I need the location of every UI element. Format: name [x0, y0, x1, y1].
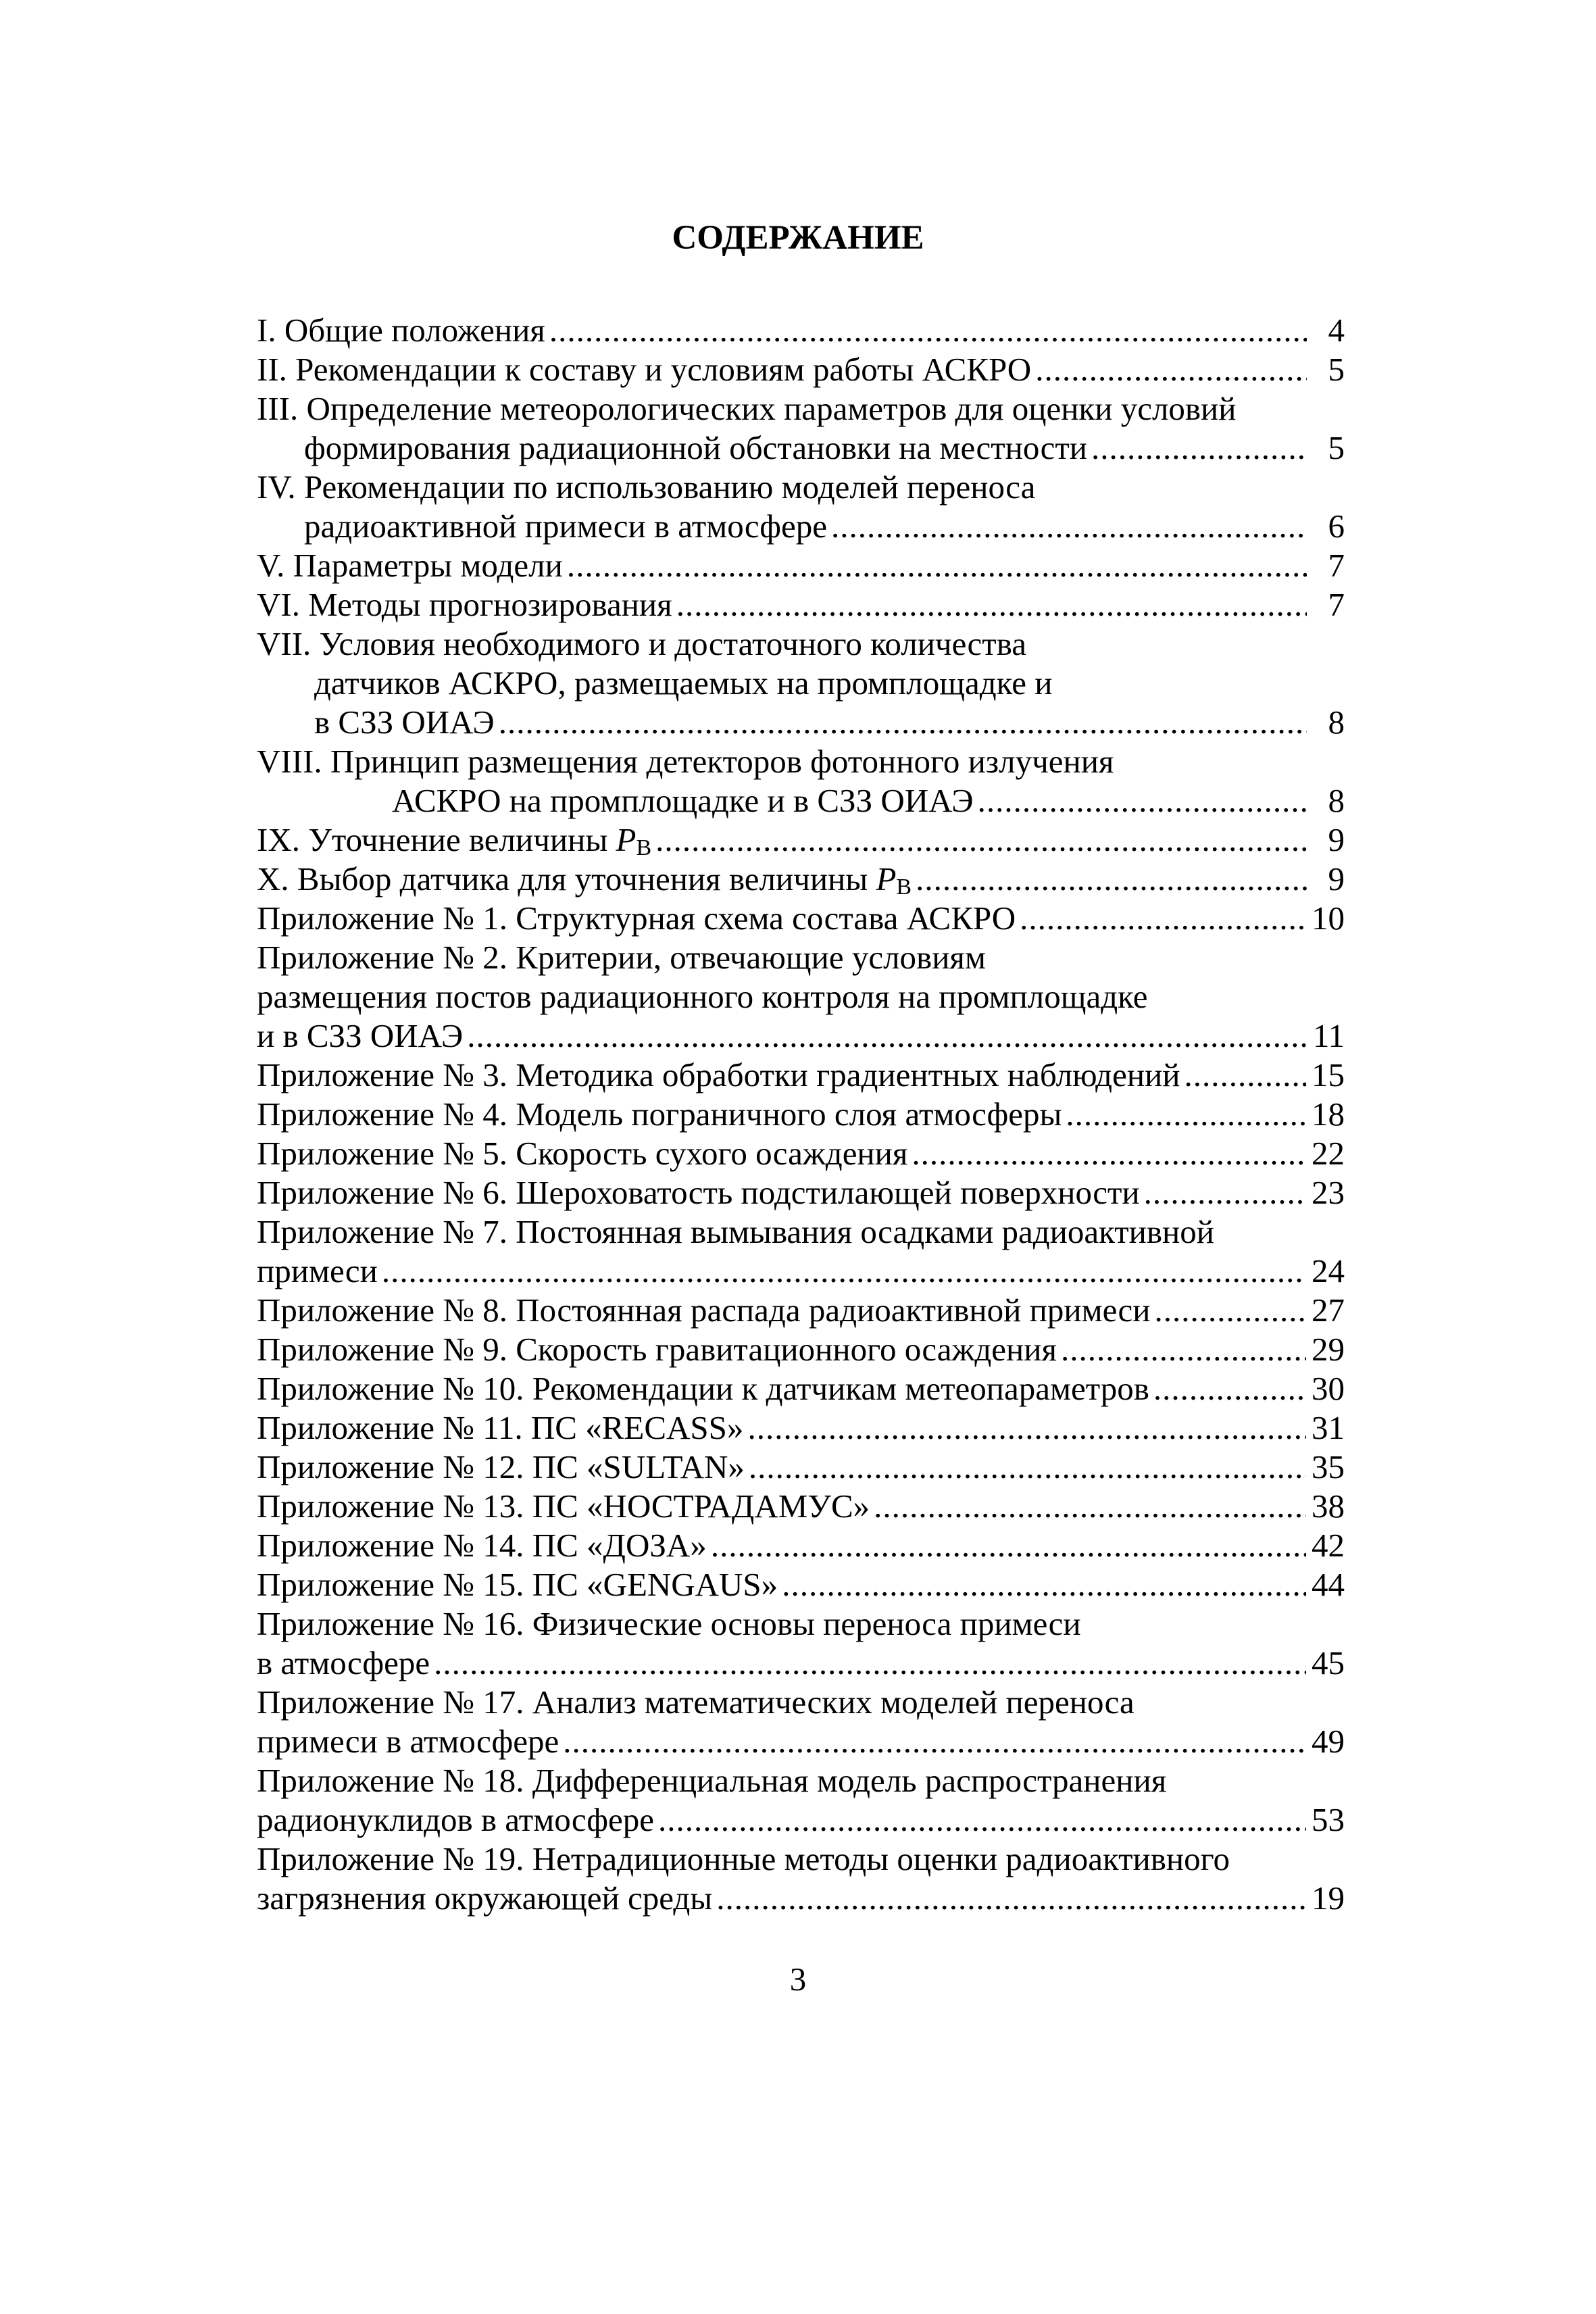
toc-entry-page: 19 — [1312, 1879, 1345, 1917]
toc-entry — [257, 311, 1345, 350]
dot-leader — [658, 1800, 1306, 1840]
dot-leader — [499, 703, 1307, 742]
toc-entry — [257, 1330, 1345, 1369]
page-title: СОДЕРЖАНИЕ — [672, 219, 924, 257]
toc-entry — [257, 1173, 1345, 1212]
toc-entry — [257, 585, 1345, 624]
toc-entry — [257, 1095, 1345, 1134]
toc-entry-page: 45 — [1312, 1644, 1345, 1681]
toc-entry-page: 49 — [1312, 1723, 1345, 1760]
toc-entry-title: загрязнения окружающей среды — [257, 1879, 713, 1917]
toc-entry-line: Приложение № 7. Постоянная вымывания осадками радиоактивной — [257, 1213, 1214, 1250]
toc-entry-line: Приложение № 2. Критерии, отвечающие условиям — [257, 939, 986, 976]
toc-entry-title: формирования радиационной обстановки на местности — [304, 429, 1087, 466]
dot-leader — [549, 311, 1307, 350]
dot-leader — [747, 1408, 1306, 1448]
toc-entry-line: датчиков АСКРО, размещаемых на промплощадке и — [314, 664, 1053, 701]
dot-leader — [912, 1134, 1306, 1173]
symbol-subscript: В — [896, 875, 912, 900]
toc-entry-title: Приложение № 5. Скорость сухого осаждения — [257, 1135, 908, 1172]
dot-leader — [1184, 1056, 1306, 1095]
toc-entry-line: Приложение № 17. Анализ математических моделей переноса — [257, 1683, 1134, 1721]
toc-entry-page: 24 — [1312, 1252, 1345, 1289]
toc-entry — [257, 1408, 1345, 1448]
toc-entry-line: Приложение № 19. Нетрадиционные методы оценки радиоактивного — [257, 1840, 1230, 1877]
toc-entry-title: в атмосфере — [257, 1644, 430, 1681]
dot-leader — [676, 585, 1307, 624]
page-number: 3 — [789, 1961, 807, 1998]
toc-entry-title: VI. Методы прогнозирования — [257, 586, 672, 623]
toc-entry-title: примеси в атмосфере — [257, 1723, 559, 1760]
toc-entry-page: 35 — [1312, 1448, 1345, 1485]
toc-entry-title: АСКРО на промплощадке и в СЗЗ ОИАЭ — [392, 782, 974, 819]
toc-entry-line: VII. Условия необходимого и достаточного количества — [257, 625, 1026, 662]
toc-entry-title: V. Параметры модели — [257, 547, 563, 584]
dot-leader — [978, 781, 1307, 820]
dot-leader — [782, 1565, 1306, 1604]
toc-entry-page: 5 — [1328, 429, 1345, 466]
toc-entry — [257, 1056, 1345, 1095]
toc-entry-page: 27 — [1312, 1291, 1345, 1329]
toc-entry — [257, 781, 1345, 820]
toc-entry-title: II. Рекомендации к составу и условиям работы АСКРО — [257, 351, 1032, 388]
toc-entry-title: Приложение № 1. Структурная схема состава АСКРО — [257, 900, 1016, 937]
toc-entry — [257, 1291, 1345, 1330]
toc-entry-title: Приложение № 10. Рекомендации к датчикам метеопараметров — [257, 1370, 1149, 1407]
table-of-contents — [257, 311, 1345, 1918]
dot-leader — [916, 860, 1307, 899]
toc-entry — [257, 1448, 1345, 1487]
toc-entry-page: 6 — [1328, 508, 1345, 545]
toc-entry-title: Приложение № 9. Скорость гравитационного осаждения — [257, 1331, 1057, 1368]
toc-entry-page: 5 — [1328, 351, 1345, 388]
dot-leader — [711, 1526, 1306, 1565]
toc-entry-page: 9 — [1328, 821, 1345, 858]
toc-entry-page: 31 — [1312, 1409, 1345, 1446]
toc-entry-page: 30 — [1312, 1370, 1345, 1407]
toc-entry-title: Приложение № 13. ПС «НОСТРАДАМУС» — [257, 1487, 870, 1525]
toc-entry — [257, 703, 1345, 742]
dot-leader — [382, 1252, 1306, 1291]
toc-entry — [257, 507, 1345, 546]
dot-leader — [1035, 350, 1307, 389]
dot-leader — [567, 546, 1307, 585]
toc-entry-title: Приложение № 6. Шероховатость подстилающей поверхности — [257, 1174, 1140, 1211]
dot-leader — [874, 1487, 1306, 1526]
toc-entry-title: радионуклидов в атмосфере — [257, 1801, 655, 1838]
dot-leader — [467, 1016, 1307, 1056]
toc-entry-page: 22 — [1312, 1135, 1345, 1172]
dot-leader — [1020, 899, 1306, 938]
toc-entry-page: 15 — [1312, 1056, 1345, 1093]
toc-entry — [257, 1134, 1345, 1173]
dot-leader — [563, 1722, 1306, 1761]
toc-entry — [257, 1016, 1345, 1056]
dot-leader — [434, 1644, 1306, 1683]
toc-entry-page: 9 — [1328, 860, 1345, 897]
toc-entry-title: Приложение № 8. Постоянная распада радиоактивной примеси — [257, 1291, 1151, 1329]
symbol-subscript: В — [636, 835, 652, 860]
toc-entry — [257, 860, 1345, 899]
toc-entry — [257, 1252, 1345, 1291]
toc-entry-title: IX. Уточнение величины $P_В$ — [257, 821, 652, 860]
toc-entry-page: 18 — [1312, 1096, 1345, 1133]
toc-entry-title: примеси — [257, 1252, 378, 1289]
toc-entry — [257, 1565, 1345, 1604]
toc-entry-line: IV. Рекомендации по использованию моделей переноса — [257, 468, 1036, 506]
toc-entry-page: 29 — [1312, 1331, 1345, 1368]
dot-leader — [716, 1879, 1306, 1918]
toc-entry — [257, 899, 1345, 938]
dot-leader — [1144, 1173, 1306, 1212]
dot-leader — [1061, 1330, 1306, 1369]
toc-entry-title: и в СЗЗ ОИАЭ — [257, 1017, 464, 1054]
toc-entry-title: Приложение № 3. Методика обработки градиентных наблюдений — [257, 1056, 1180, 1093]
toc-entry — [257, 1879, 1345, 1918]
toc-entry-page: 8 — [1328, 782, 1345, 819]
dot-leader — [1153, 1369, 1306, 1408]
toc-entry-title: I. Общие положения — [257, 312, 545, 349]
toc-entry-page: 38 — [1312, 1487, 1345, 1525]
toc-entry-title: Приложение № 4. Модель пограничного слоя атмосферы — [257, 1096, 1062, 1133]
toc-entry-title: радиоактивной примеси в атмосфере — [304, 508, 828, 545]
toc-entry-line: размещения постов радиационного контроля на промплощадке — [257, 978, 1148, 1015]
toc-entry — [257, 1369, 1345, 1408]
toc-entry-title: Приложение № 11. ПС «RECASS» — [257, 1409, 744, 1446]
toc-entry-page: 4 — [1328, 312, 1345, 349]
toc-entry-page: 11 — [1312, 1017, 1345, 1054]
toc-entry — [257, 1526, 1345, 1565]
toc-entry-title: Приложение № 12. ПС «SULTAN» — [257, 1448, 745, 1485]
toc-entry-line: Приложение № 18. Дифференциальная модель распространения — [257, 1762, 1167, 1799]
toc-entry-page: 23 — [1312, 1174, 1345, 1211]
symbol-p: P — [616, 821, 637, 858]
toc-entry-page: 7 — [1328, 547, 1345, 584]
toc-entry-line: Приложение № 16. Физические основы переноса примеси — [257, 1605, 1081, 1642]
toc-entry-title: в СЗЗ ОИАЭ — [314, 704, 495, 741]
toc-entry-page: 8 — [1328, 704, 1345, 741]
dot-leader — [1091, 428, 1307, 468]
toc-entry-page: 7 — [1328, 586, 1345, 623]
toc-entry — [257, 1800, 1345, 1840]
toc-entry — [257, 546, 1345, 585]
toc-entry — [257, 350, 1345, 389]
toc-entry — [257, 428, 1345, 468]
toc-entry — [257, 1722, 1345, 1761]
toc-entry-line: VIII. Принцип размещения детекторов фотонного излучения — [257, 743, 1114, 780]
dot-leader — [831, 507, 1307, 546]
dot-leader — [749, 1448, 1306, 1487]
toc-entry-page: 42 — [1312, 1527, 1345, 1564]
toc-entry — [257, 820, 1345, 860]
toc-entry-line: III. Определение метеорологических параметров для оценки условий — [257, 390, 1237, 427]
toc-entry-page: 44 — [1312, 1566, 1345, 1603]
dot-leader — [655, 820, 1307, 860]
toc-entry-page: 53 — [1312, 1801, 1345, 1838]
toc-entry-title: X. Выбор датчика для уточнения величины $P_В$ — [257, 860, 912, 900]
toc-entry — [257, 1644, 1345, 1683]
symbol-p: P — [876, 860, 897, 897]
dot-leader — [1155, 1291, 1306, 1330]
toc-entry — [257, 1487, 1345, 1526]
dot-leader — [1066, 1095, 1306, 1134]
toc-entry-title: Приложение № 15. ПС «GENGAUS» — [257, 1566, 778, 1603]
toc-entry-title: Приложение № 14. ПС «ДОЗА» — [257, 1527, 707, 1564]
toc-entry-page: 10 — [1312, 900, 1345, 937]
